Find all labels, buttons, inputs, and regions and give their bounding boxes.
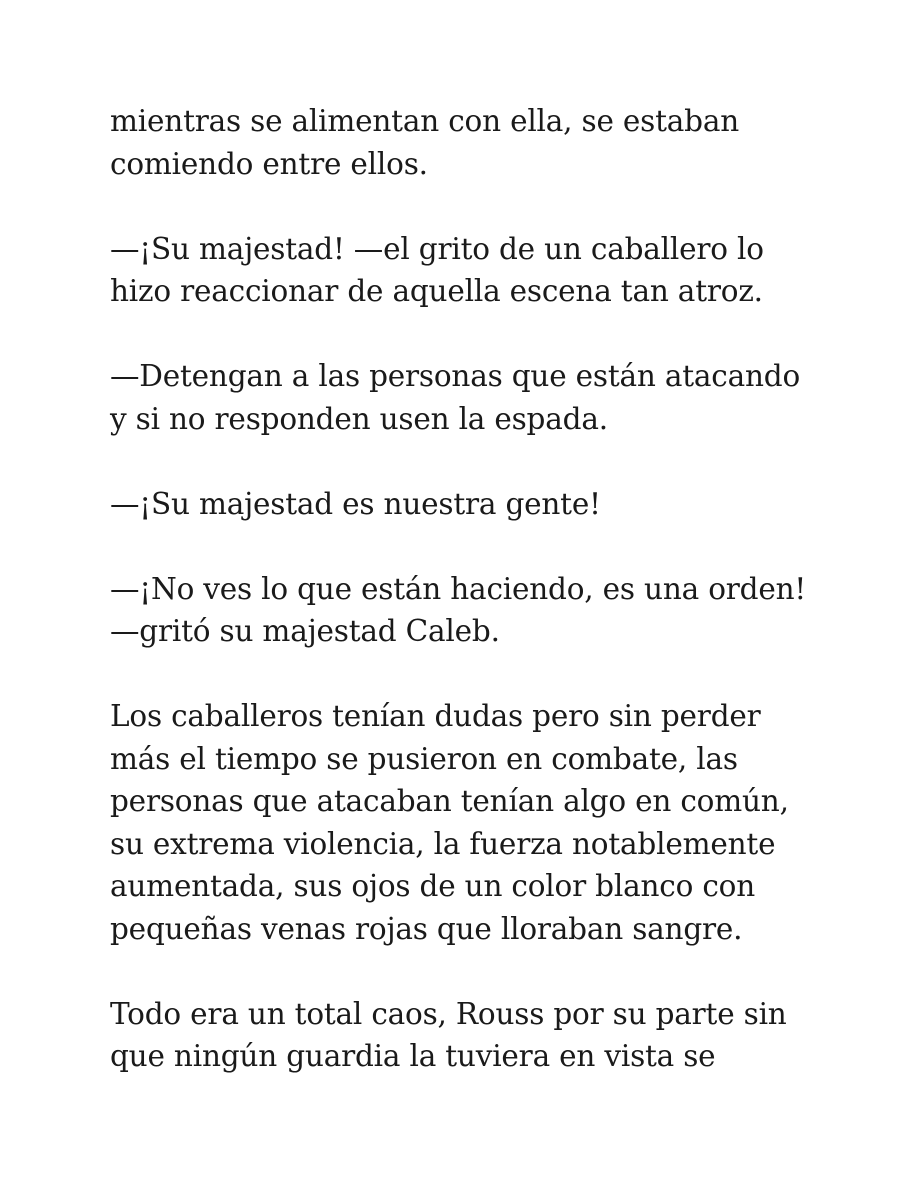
text-line: y si no responden usen la espada. — [110, 401, 608, 436]
text-line: —¡Su majestad! —el grito de un caballero lo — [110, 231, 764, 266]
text-line: comiendo entre ellos. — [110, 146, 428, 181]
paragraph — [110, 568, 810, 653]
paragraph — [110, 993, 810, 1078]
paragraph — [110, 100, 810, 185]
text-line: hizo reaccionar de aquella escena tan atroz. — [110, 274, 763, 308]
paragraph — [110, 355, 810, 440]
text-line: que ningún guardia la tuviera en vista se — [110, 1039, 716, 1073]
text-line: —gritó su majestad Caleb. — [110, 614, 500, 648]
text-line: —Detengan a las personas que están atacando — [110, 359, 801, 393]
text-line: pequeñas venas rojas que lloraban sangre. — [110, 911, 743, 946]
text-line: su extrema violencia, la fuerza notablemente — [110, 826, 776, 861]
text-line: Los caballeros tenían dudas pero sin perder — [110, 699, 761, 733]
text-line: mientras se alimentan con ella, se estaban — [110, 104, 740, 138]
document-page — [110, 100, 810, 1120]
text-line: aumentada, sus ojos de un color blanco con — [110, 869, 756, 903]
text-line: personas que atacaban tenían algo en común, — [110, 784, 789, 818]
paragraph — [110, 228, 810, 313]
text-line: —¡No ves lo que están haciendo, es una orden! — [110, 571, 807, 606]
text-line: Todo era un total caos, Rouss por su parte sin — [110, 996, 787, 1031]
paragraph — [110, 483, 810, 526]
paragraph — [110, 695, 810, 950]
text-line: —¡Su majestad es nuestra gente! — [110, 486, 601, 521]
text-line: más el tiempo se pusieron en combate, las — [110, 741, 738, 776]
